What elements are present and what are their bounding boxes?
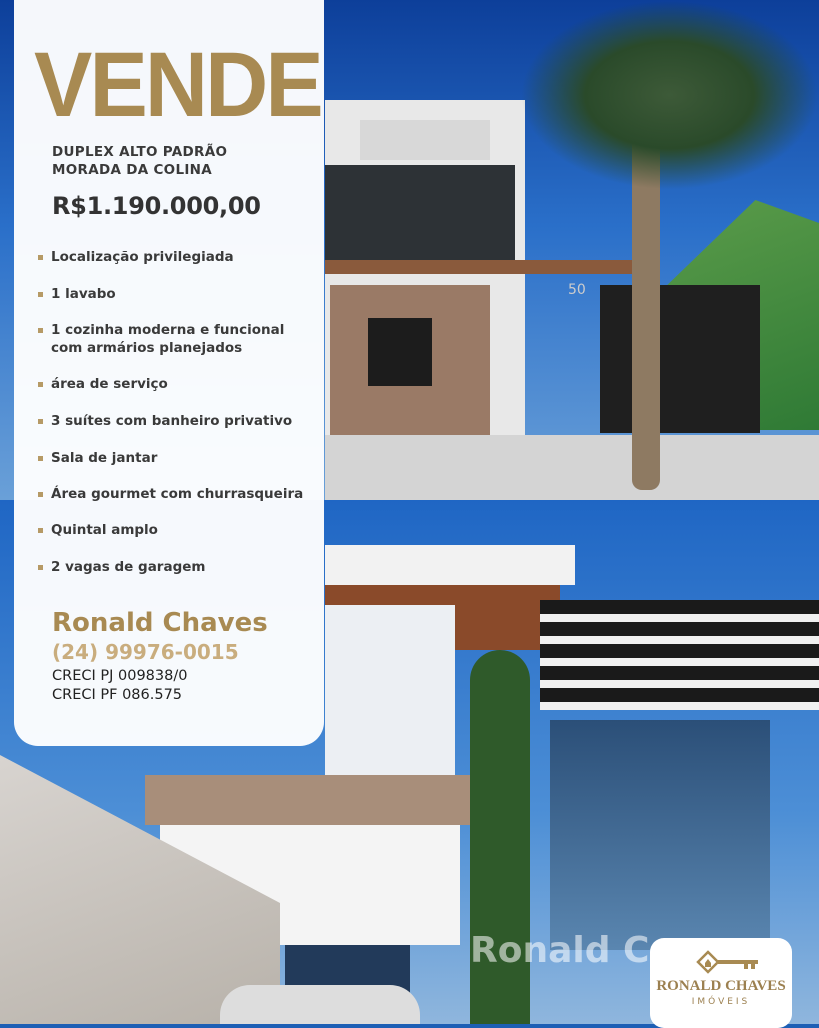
feature-label: 1 cozinha moderna e funcional com armários planejados [51, 322, 285, 356]
feature-item [38, 248, 234, 266]
price: R$1.190.000,00 [52, 192, 261, 220]
bullet-icon [38, 492, 43, 497]
feature-label: 1 lavabo [51, 286, 116, 302]
bullet-icon [38, 456, 43, 461]
bullet-icon [38, 419, 43, 424]
bullet-icon [38, 292, 43, 297]
feature-item [38, 449, 157, 467]
feature-label: área de serviço [51, 376, 168, 392]
bullet-icon [38, 382, 43, 387]
house-number: 50 [568, 282, 586, 298]
agent-phone: (24) 99976-0015 [52, 640, 239, 664]
feature-label: Sala de jantar [51, 450, 158, 466]
headline: VENDE [34, 34, 321, 136]
feature-item [38, 412, 292, 430]
bullet-icon [38, 328, 43, 333]
feature-label: Localização privilegiada [51, 249, 234, 265]
feature-item [38, 558, 205, 576]
feature-item [38, 375, 168, 393]
subtitle-line: MORADA DA COLINA [52, 162, 213, 178]
agent-name: Ronald Chaves [52, 608, 268, 638]
subtitle [52, 143, 227, 179]
key-icon [694, 948, 764, 976]
feature-label: 3 suítes com banheiro privativo [51, 413, 293, 429]
feature-item [38, 521, 158, 539]
feature-label: 2 vagas de garagem [51, 559, 206, 575]
bullet-icon [38, 528, 43, 533]
logo-name: RONALD CHAVES [656, 978, 786, 994]
creci-pf: CRECI PF 086.575 [52, 687, 183, 703]
logo-tagline: IMÓVEIS [691, 997, 751, 1007]
brand-logo [650, 938, 792, 1028]
feature-label: Área gourmet com churrasqueira [51, 486, 304, 502]
subtitle-line: DUPLEX ALTO PADRÃO [52, 144, 228, 160]
feature-item [38, 285, 116, 303]
creci-pj: CRECI PJ 009838/0 [52, 668, 188, 684]
feature-label: Quintal amplo [51, 522, 158, 538]
bullet-icon [38, 255, 43, 260]
feature-item [38, 321, 298, 357]
feature-item [38, 485, 303, 503]
watermark: Ronald C [470, 930, 650, 971]
bullet-icon [38, 565, 43, 570]
